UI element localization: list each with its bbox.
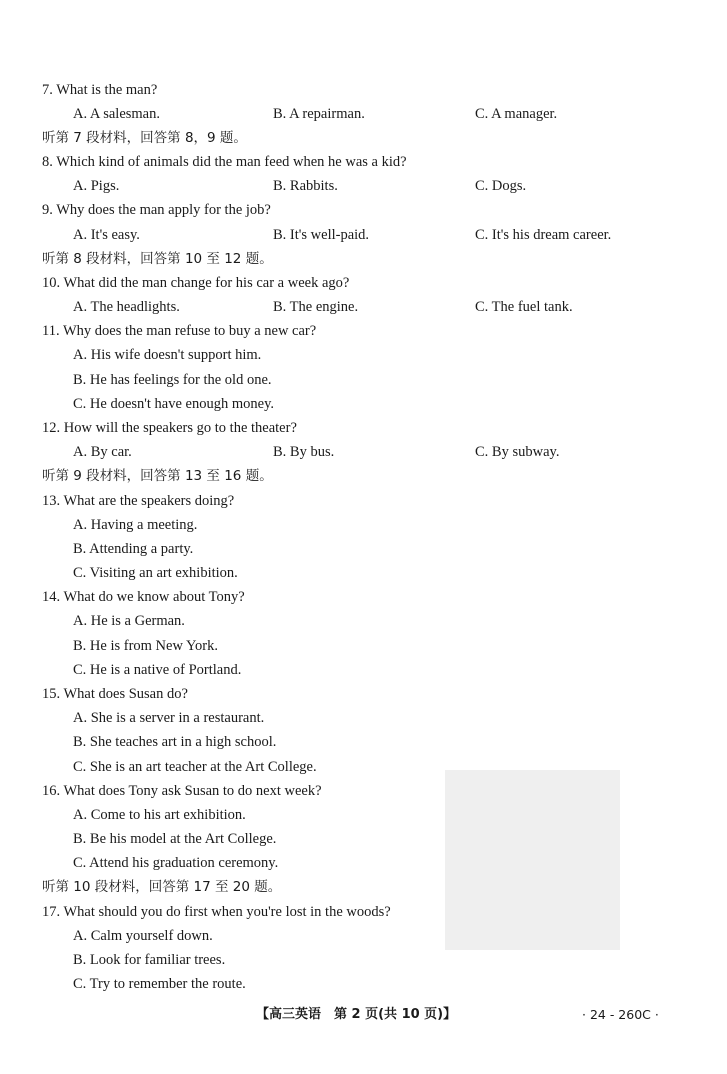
footer-paper-code: · 24 - 260C ·	[582, 1007, 659, 1022]
question-13: 13. What are the speakers doing?	[42, 493, 235, 509]
section-heading-9: 听第 9 段材料，回答第 13 至 16 题。	[42, 468, 273, 484]
option-11a: A. His wife doesn't support him.	[73, 347, 262, 363]
option-9c: C. It's his dream career.	[475, 227, 612, 243]
options-row-10	[0, 295, 727, 319]
option-14b: B. He is from New York.	[73, 638, 218, 654]
options-row-8	[0, 174, 727, 198]
options-row-9	[0, 223, 727, 247]
question-7: 7. What is the man?	[42, 82, 158, 98]
option-8b: B. Rabbits.	[273, 178, 338, 194]
option-15b: B. She teaches art in a high school.	[73, 734, 277, 750]
option-14c: C. He is a native of Portland.	[73, 662, 242, 678]
question-10: 10. What did the man change for his car a week ago?	[42, 275, 350, 291]
option-16c: C. Attend his graduation ceremony.	[73, 855, 279, 871]
footer-page-info: 【高三英语 第 2 页(共 10 页)】	[256, 1007, 457, 1022]
option-11c: C. He doesn't have enough money.	[73, 396, 275, 412]
option-16a: A. Come to his art exhibition.	[73, 807, 246, 823]
option-9b: B. It's well-paid.	[273, 227, 370, 243]
question-16: 16. What does Tony ask Susan to do next week?	[42, 783, 322, 799]
option-10b: B. The engine.	[273, 299, 359, 315]
page-footer	[0, 1003, 727, 1027]
option-16b: B. Be his model at the Art College.	[73, 831, 277, 847]
option-7c: C. A manager.	[475, 106, 558, 122]
option-17a: A. Calm yourself down.	[73, 928, 213, 944]
option-17b: B. Look for familiar trees.	[73, 952, 226, 968]
section-heading-8: 听第 8 段材料，回答第 10 至 12 题。	[42, 251, 273, 267]
question-9: 9. Why does the man apply for the job?	[42, 202, 271, 218]
option-13c: C. Visiting an art exhibition.	[73, 565, 238, 581]
option-12b: B. By bus.	[273, 444, 335, 460]
option-8a: A. Pigs.	[73, 178, 120, 194]
section-heading-7: 听第 7 段材料，回答第 8，9 题。	[42, 130, 247, 146]
question-8: 8. Which kind of animals did the man feed when he was a kid?	[42, 154, 407, 170]
option-8c: C. Dogs.	[475, 178, 527, 194]
options-row-12	[0, 440, 727, 464]
question-11: 11. Why does the man refuse to buy a new car?	[42, 323, 317, 339]
question-12: 12. How will the speakers go to the theater?	[42, 420, 297, 436]
option-11b: B. He has feelings for the old one.	[73, 372, 272, 388]
option-15a: A. She is a server in a restaurant.	[73, 710, 265, 726]
option-17c: C. Try to remember the route.	[73, 976, 246, 992]
question-17: 17. What should you do first when you're lost in the woods?	[42, 904, 391, 920]
option-7a: A. A salesman.	[73, 106, 160, 122]
option-7b: B. A repairman.	[273, 106, 365, 122]
option-15c: C. She is an art teacher at the Art College.	[73, 759, 317, 775]
options-row-7	[0, 102, 727, 126]
option-10a: A. The headlights.	[73, 299, 180, 315]
option-10c: C. The fuel tank.	[475, 299, 573, 315]
watermark-image	[445, 770, 620, 950]
option-13b: B. Attending a party.	[73, 541, 194, 557]
question-14: 14. What do we know about Tony?	[42, 589, 245, 605]
option-14a: A. He is a German.	[73, 613, 185, 629]
option-12c: C. By subway.	[475, 444, 560, 460]
question-15: 15. What does Susan do?	[42, 686, 188, 702]
option-12a: A. By car.	[73, 444, 132, 460]
section-heading-10: 听第 10 段材料，回答第 17 至 20 题。	[42, 879, 282, 895]
option-13a: A. Having a meeting.	[73, 517, 198, 533]
option-9a: A. It's easy.	[73, 227, 140, 243]
